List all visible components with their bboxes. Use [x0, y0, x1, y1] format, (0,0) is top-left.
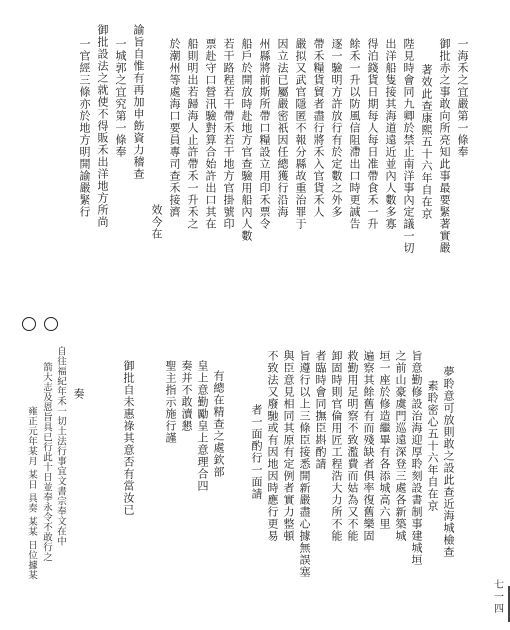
- text-column: 御批設法之就使不得販禾出洋地方所尚: [96, 24, 109, 228]
- text-column: 素聆密心五十六年自在京: [426, 380, 439, 512]
- text-column: 御批自未惠祿其意否有當汝已: [122, 360, 135, 516]
- text-column: 州縣將前斯所帶口糧設立用印禾票令: [258, 38, 271, 230]
- text-column: 垣一座於修造繼畢有各添城高六里: [378, 350, 391, 530]
- text-column: 皇上意勤勵皇上意理合四: [196, 360, 209, 492]
- page-number: 七一四: [494, 580, 504, 615]
- text-column: 若干路程若干帶禾若干地方官掛號印: [222, 38, 235, 230]
- text-column: 船則明出若歸海人止許帶禾一升禾之: [186, 38, 199, 230]
- circle-mark-icon: [44, 317, 58, 331]
- text-column: 一官經三條亦於地方明開諭嚴緊行: [78, 38, 91, 218]
- text-column: 出洋船隻接其海道遠近並內人數多寡: [384, 38, 397, 230]
- text-column: 救勤用足明察不致濫費而姑為又不能: [346, 350, 359, 542]
- handwritten-note: 自往福紀年禾一切土法行事宜文書宗奉文在中: [55, 346, 66, 546]
- text-column: 餘禾一升以防風信阻滯出口時更誠告: [348, 38, 361, 230]
- text-column: 船戶於開放時赴地方官查驗用船內人數: [240, 38, 253, 242]
- text-column: 一城郭之宜究第一條奉: [114, 38, 127, 158]
- text-column: 聖主指示施行謹: [164, 360, 177, 444]
- text-column: 不致法又廢馳或有因地因時應行更易: [266, 350, 279, 542]
- handwritten-note: 雍正元年某月 某日 具奏 某某 日位據某: [26, 406, 37, 581]
- text-column: 者臨時會同撫臣斟酌請: [314, 350, 327, 470]
- text-column: 於潮州等處海口要員專司查禾接濟: [168, 38, 181, 218]
- text-column: 一海禾之宜嚴第一條奉: [456, 38, 469, 158]
- text-column: 逐一驗明方許放行有於定數之外多: [330, 38, 343, 218]
- circle-mark-icon: [22, 317, 36, 331]
- text-column: 夢聆意可放則敢之設此查近海城檢查: [442, 366, 455, 558]
- text-column: 旨意勤修設治海迎厚聆刻設書制事建城垣: [410, 350, 423, 566]
- text-column: 因立法已屬嚴密祇因任總獲行沿海: [276, 38, 289, 218]
- text-column: 嚴拟又武官隱匿不報分縣故重治罪于: [294, 38, 307, 230]
- text-column: 帶禾糧貨貿者盡行將禾入官貨禾人: [312, 38, 325, 218]
- text-column: 有總在精查之處欽部: [212, 370, 225, 478]
- text-column: 御批赤之事敢向所亮知此事最要緊著實嚴: [438, 38, 451, 254]
- text-column: 與臣意見相同其原有定例者實力整頓: [282, 350, 295, 542]
- text-column: 奏: [72, 388, 85, 400]
- text-column: 者一面酌行一面請: [250, 404, 263, 500]
- text-column: 著效此查康熙五十六年自在京: [420, 64, 433, 220]
- text-column: 陛見時會同九卿於禁止南洋事內定議一切: [402, 38, 415, 254]
- text-column: 遍察其餘舊有而殘缺者俱率復舊樂固: [362, 350, 375, 542]
- text-column: 奏并不敢瀆懇: [180, 360, 193, 432]
- text-column: 票赴守口營汛驗對算合始許出口其在: [204, 38, 217, 230]
- text-column: 旨遵行以上三條臣接悉開新嚴盡心據無誤塞: [298, 350, 311, 578]
- text-column: 得泊錢貨日期每人每日准帶食禾一升: [366, 38, 379, 230]
- text-column: 之前山豪虞門巡遠深登三處各新築城: [394, 350, 407, 542]
- text-column: 效今在: [150, 204, 163, 240]
- text-column: 諭旨自惟有再加申飭資力稽查: [132, 24, 145, 180]
- text-column: 卸固時則官倫用匠工程浩大力所不能: [330, 350, 343, 542]
- handwritten-note: 箭大志及恩旨具已行此十日並奉永令不敢行之: [41, 362, 52, 562]
